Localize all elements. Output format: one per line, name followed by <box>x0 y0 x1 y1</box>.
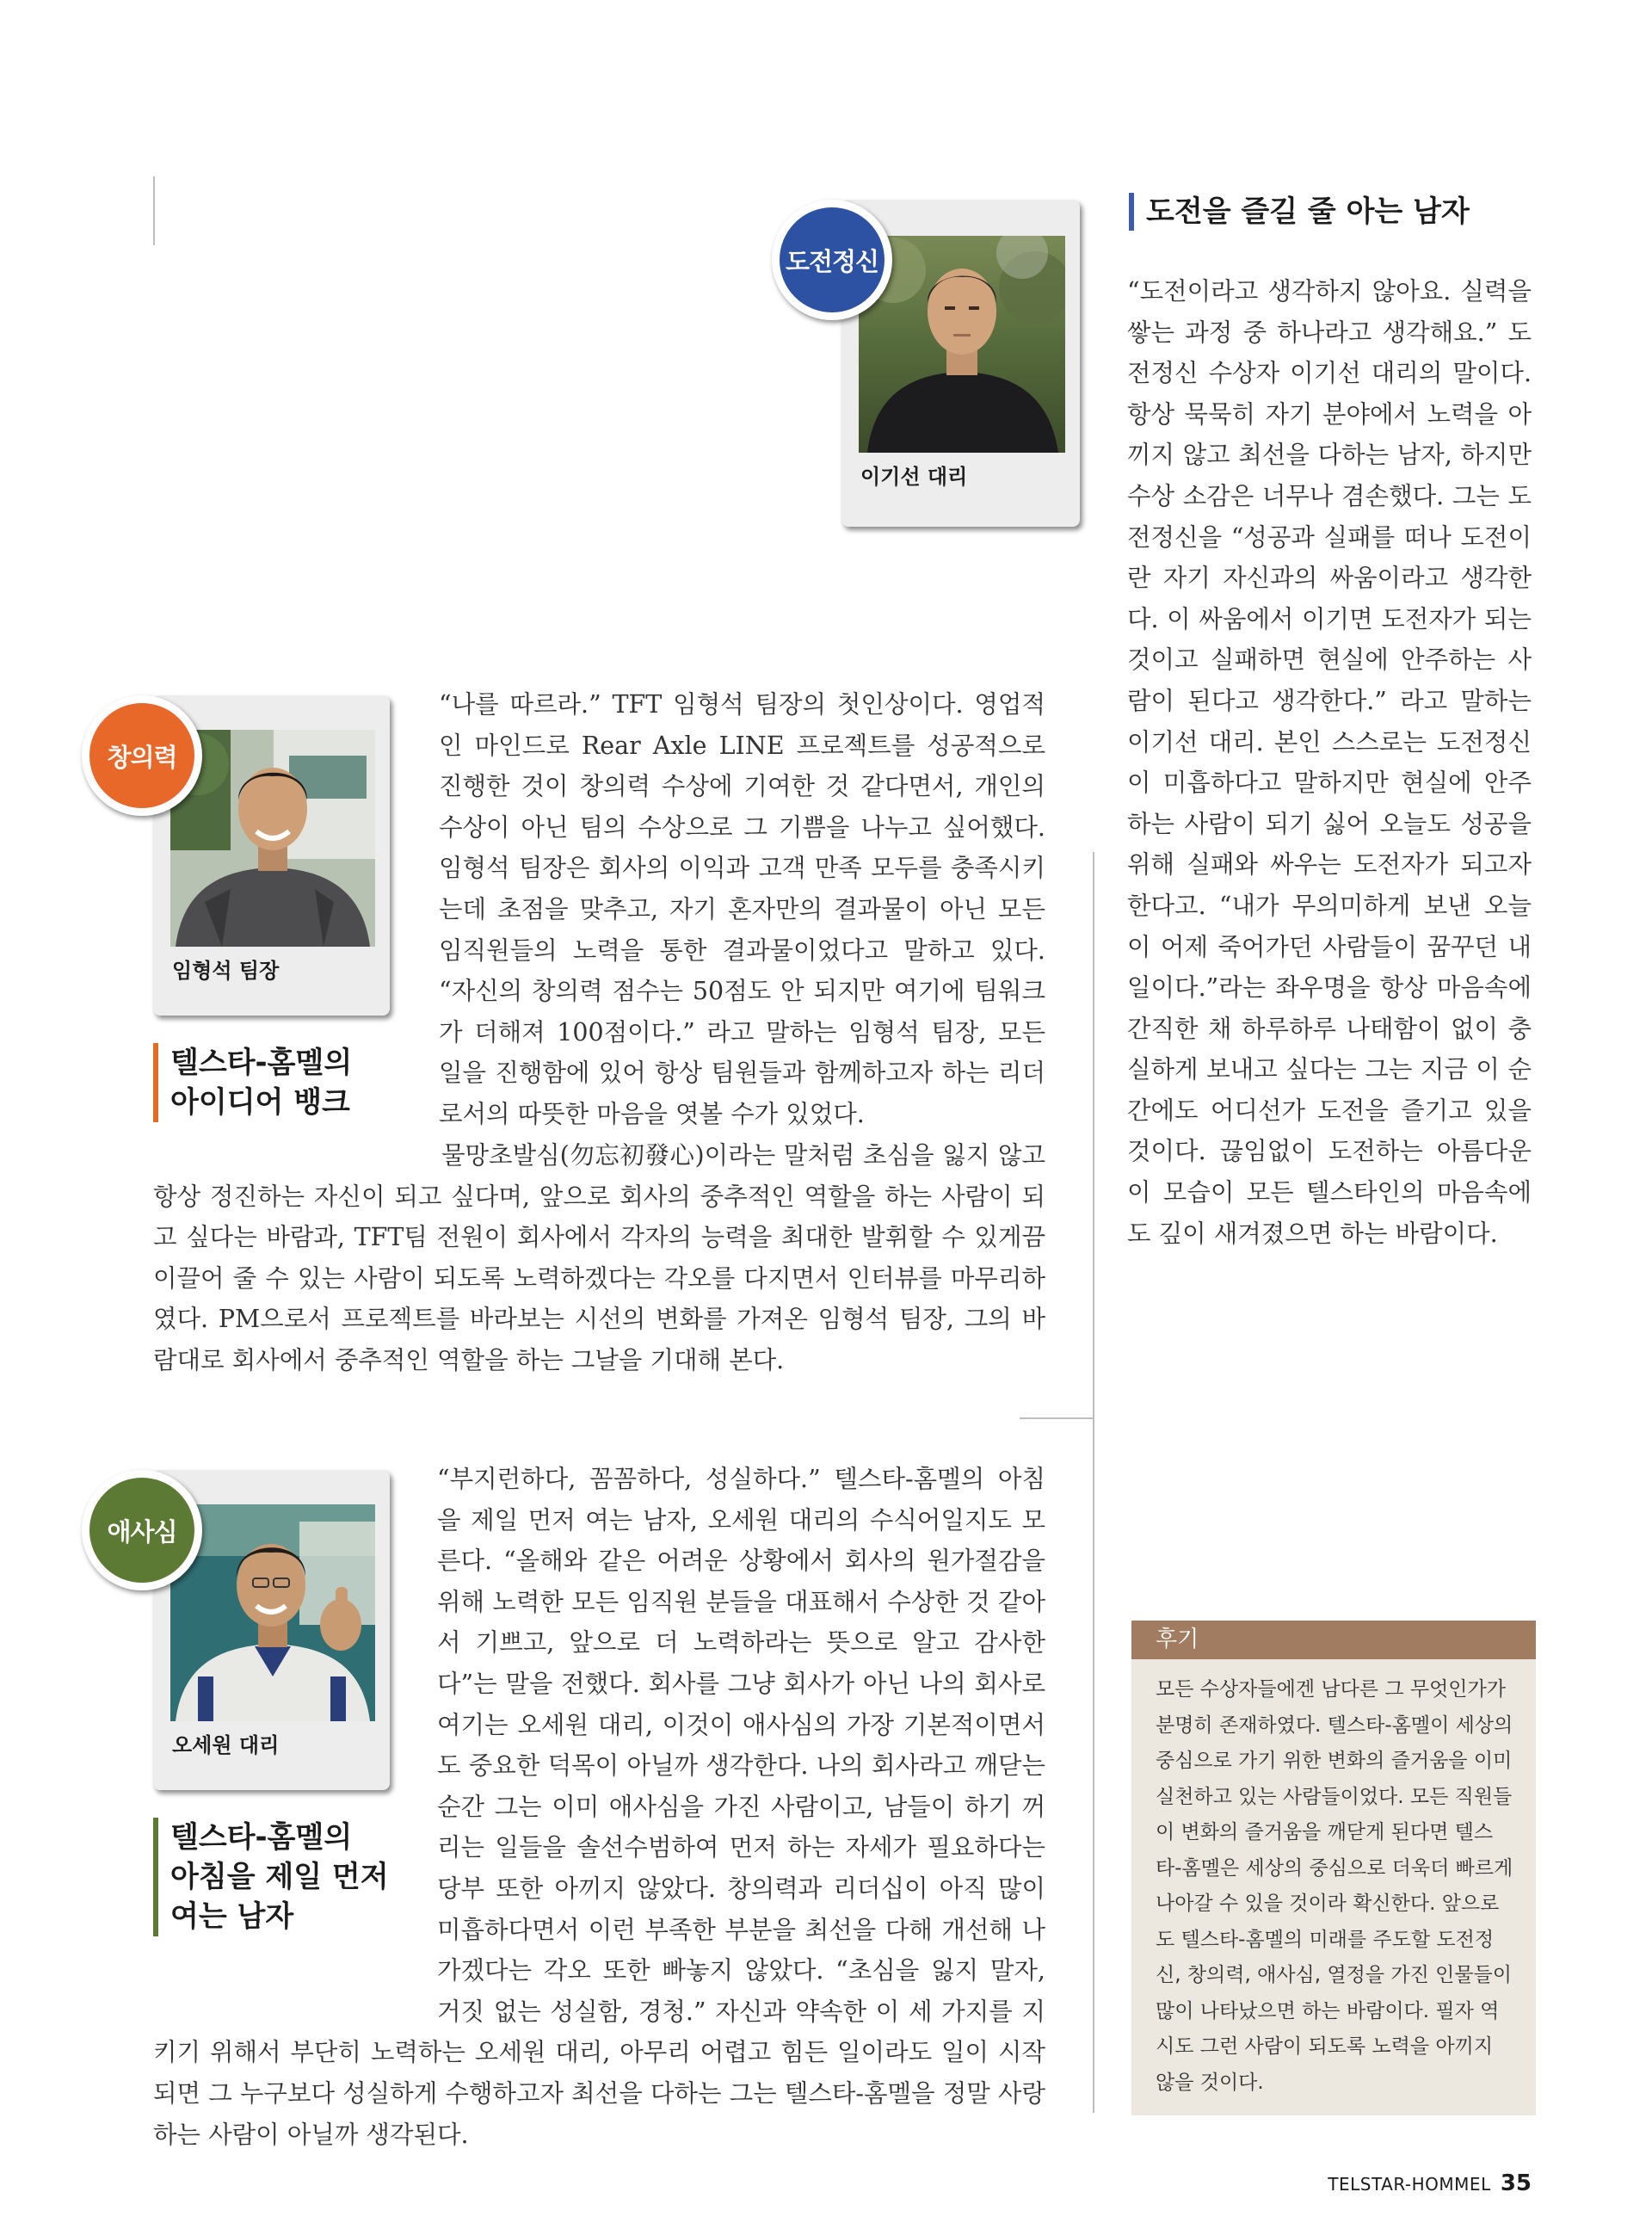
column-divider <box>1093 852 1094 2113</box>
headline-challenge: 도전을 즐길 줄 아는 남자 <box>1129 193 1470 231</box>
body-paragraph-creativity-1: “나를 따르라.” TFT 임형석 팀장의 첫인상이다. 영업적인 마인드로 Rear Axle LINE 프로젝트를 성공적으로 진행한 것이 창의력 수상에 기여한 것 같다면서, 개인의 수상이 아닌 팀의 수상으로 그 기쁨을 나누고 싶어했다. 임형석 팀장은 회사의 이익과 고객 만족 모두를 충족시키는데 초점을 맞추고, 자기 혼자만의 결과물이 아닌 모든 임직원들의 노력을 통한 결과물이었다고 말하고 있다. “자신의 창의력 점수는 50점도 안 되지만 여기에 팀워크가 더해져 100점이다.” 라고 말하는 임형석 팀장, 모든 일을 진행함에 있어 항상 팀원들과 함께하고자 하는 리더로서의 따뜻한 마음을 엿볼 수가 있었다. <box>439 690 1045 1128</box>
footer-brand: TELSTAR-HOMMEL <box>1328 2174 1491 2195</box>
afterword-text: 모든 수상자들에겐 남다른 그 무엇인가가 분명히 존재하였다. 텔스타-홈멜이 세상의 중심으로 가기 위한 변화의 즐거움을 이미 실천하고 있는 사람들이었다. 모든 직원들이 변화의 즐거움을 깨닫게 된다면 텔스타-홈멜은 세상의 중심으로 더욱더 빠르게 나아갈 수 있을 것이라 확신한다. 앞으로도 텔스타-홈멜의 미래를 주도할 도전정신, 창의력, 애사심, 열정을 가진 인물들이 많이 나타났으면 하는 바람이다. 필자 역시도 그런 사람이 되도록 노력을 아끼지 않을 것이다. <box>1156 1678 1513 2094</box>
category-badge-creativity: 창의력 <box>82 695 202 816</box>
body-paragraph-creativity-2: 물망초발심(勿忘初發心)이라는 말처럼 초심을 잃지 않고 항상 정진하는 자신이 되고 싶다며, 앞으로 회사의 중추적인 역할을 하는 사람이 되고 싶다는 바람과, TFT팀 전원이 회사에서 각자의 능력을 최대한 발휘할 수 있게끔 이끌어 줄 수 있는 사람이 되도록 노력하겠다는 각오를 다지면서 인터뷰를 마무리하였다. PM으로서 프로젝트를 바라보는 시선의 변화를 가져온 임형석 팀장, 그의 바람대로 회사에서 중추적인 역할을 하는 그날을 기대해 본다. <box>153 1141 1045 1374</box>
body-paragraph-devotion <box>153 1459 1045 2155</box>
body-paragraph-challenge: “도전이라고 생각하지 않아요. 실력을 쌓는 과정 중 하나라고 생각해요.” 도전정신 수상자 이기선 대리의 말이다. 항상 묵묵히 자기 분야에서 노력을 아끼지 않고 최선을 다하는 남자, 하지만 수상 소감은 너무나 겸손했다. 그는 도전정신을 “성공과 실패를 떠나 도전이란 자기 자신과의 싸움이라고 생각한다. 이 싸움에서 이기면 도전자가 되는 것이고 실패하면 현실에 안주하는 사람이 된다고 생각한다.” 라고 말하는 이기선 대리. 본인 스스로는 도전정신이 미흡하다고 말하지만 현실에 안주하는 사람이 되기 싫어 오늘도 성공을 위해 실패와 싸우는 도전자가 되고자 한다고. “내가 무의미하게 보낸 오늘이 어제 죽어가던 사람들이 꿈꾸던 내일이다.”라는 좌우명을 항상 마음속에 간직한 채 하루하루 나태함이 없이 충실하게 보내고 싶다는 그는 지금 이 순간에도 어디선가 도전을 즐기고 있을 것이다. 끊임없이 도전하는 아름다운 이 모습이 모든 텔스타인의 마음속에도 깊이 새겨졌으면 하는 바람이다. <box>1127 277 1532 1248</box>
body-text-creativity-2 <box>153 1135 1045 1381</box>
headline-creativity <box>153 1043 352 1122</box>
headline-devotion-line1: 텔스타-홈멜의 <box>170 1820 353 1855</box>
top-left-rule <box>153 176 155 245</box>
headline-creativity-line2: 아이디어 뱅크 <box>170 1085 350 1120</box>
headline-devotion-line3: 여는 남자 <box>170 1899 294 1934</box>
body-text-challenge <box>1127 271 1532 1254</box>
afterword-box <box>1131 1621 1536 2115</box>
headline-devotion-line2: 아침을 제일 먼저 <box>170 1860 389 1894</box>
page-footer <box>1328 2170 1532 2196</box>
body-text-devotion <box>153 1459 1045 2155</box>
section-divider <box>1020 1417 1093 1419</box>
afterword-title: 후기 <box>1131 1621 1536 1659</box>
body-text-creativity <box>439 684 1045 1135</box>
body-paragraph-devotion-float <box>153 1459 437 1992</box>
category-badge-devotion: 애사심 <box>82 1470 202 1590</box>
photo-caption-creativity: 임형석 팀장 <box>172 959 280 983</box>
photo-caption-devotion: 오세원 대리 <box>172 1733 280 1757</box>
headline-creativity-line1: 텔스타-홈멜의 <box>170 1046 353 1080</box>
photo-caption-challenge: 이기선 대리 <box>860 465 968 489</box>
page-number: 35 <box>1500 2170 1532 2196</box>
category-badge-challenge: 도전정신 <box>772 200 892 320</box>
body-paragraph-devotion-text: “부지런하다, 꼼꼼하다, 성실하다.” 텔스타-홈멜의 아침을 제일 먼저 여는 남자, 오세원 대리의 수식어일지도 모른다. “올해와 같은 어려운 상황에서 회사의 원가절감을 위해 노력한 모든 임직원 분들을 대표해서 수상한 것 같아서 기쁘고, 앞으로 더 노력하라는 뜻으로 알고 감사한다”는 말을 전했다. 회사를 그냥 회사가 아닌 나의 회사로 여기는 오세원 대리, 이것이 애사심의 가장 기본적이면서도 중요한 덕목이 아닐까 생각한다. 나의 회사라고 깨닫는 순간 그는 이미 애사심을 가진 사람이고, 남들이 하기 꺼리는 일들을 솔선수범하여 먼저 하는 자세가 필요하다는 당부 또한 아끼지 않았다. 창의력과 리더십이 아직 많이 미흡하다면서 이런 부족한 부분을 최선을 다해 개선해 나가겠다는 각오 또한 빠놓지 않았다. “초심을 잃지 말자, 거짓 없는 성실함, 경청.” 자신과 약속한 이 세 가지를 지키기 위해서 부단히 노력하는 오세원 대리, 아무리 어렵고 힘든 일이라도 일이 시작되면 그 누구보다 성실하게 수행하고자 최선을 다하는 그는 텔스타-홈멜을 정말 사랑하는 사람이 아닐까 생각된다. <box>153 1465 1045 2149</box>
